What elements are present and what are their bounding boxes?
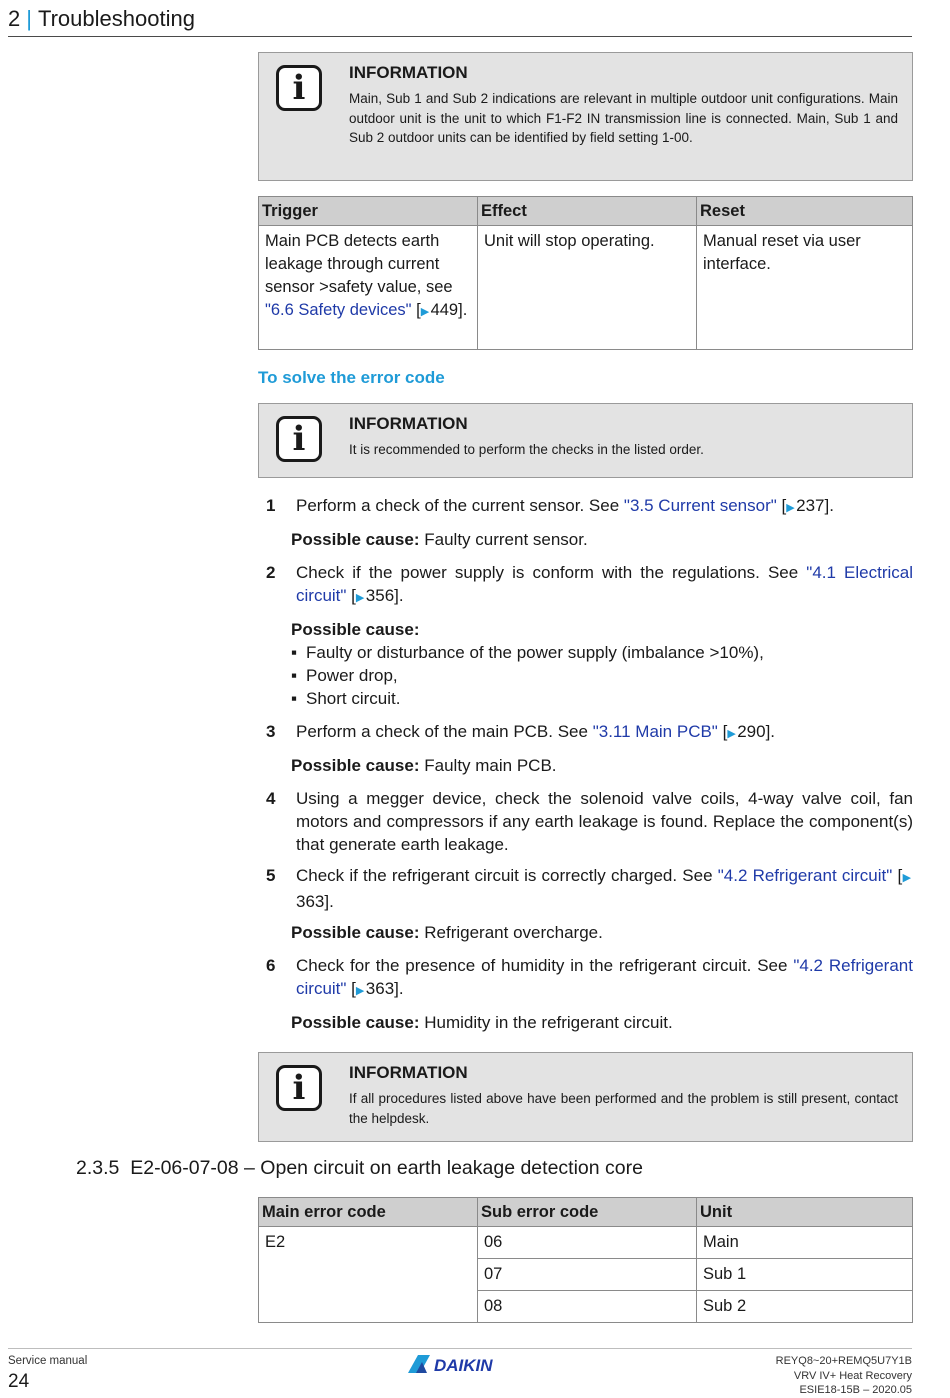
step-number: 4 xyxy=(266,789,276,808)
section-heading: E2-06-07-08 – Open circuit on earth leakage detection core xyxy=(130,1157,643,1179)
page-ref: 363]. xyxy=(296,892,334,911)
step-5: 5 Check if the refrigerant circuit is correctly charged. See "4.2 Refrigerant circuit" [▶ 363]. xyxy=(266,866,912,911)
cause-text: Humidity in the refrigerant circuit. xyxy=(424,1013,673,1032)
header-separator: | xyxy=(26,6,32,31)
refrigerant-circuit-link[interactable]: "4.2 Refrigerant circuit" xyxy=(717,866,893,885)
safety-devices-link[interactable]: "6.6 Safety devices" xyxy=(265,301,412,319)
table-row xyxy=(259,1227,913,1259)
page-header xyxy=(8,4,912,37)
possible-cause-1 xyxy=(258,528,913,551)
information-icon: i xyxy=(276,1065,322,1111)
step-6: 6 Check for the presence of humidity in the refrigerant circuit. See "4.2 Refrigerant circuit" [▶ 363]. xyxy=(266,956,913,998)
reset-cell: Manual reset via user interface. xyxy=(697,226,913,350)
information-text: It is recommended to perform the checks in the listed order. xyxy=(349,442,704,457)
table-row xyxy=(259,226,913,350)
brand-name: DAIKIN xyxy=(434,1356,493,1375)
section-title xyxy=(76,1157,643,1180)
chapter-title: Troubleshooting xyxy=(37,6,195,31)
cause-label: Possible cause: xyxy=(291,1013,420,1032)
solve-heading: To solve the error code xyxy=(258,368,445,387)
step-2: 2 Check if the power supply is conform with the regulations. See "4.1 Electrical circuit" [▶ 356]. xyxy=(266,563,913,605)
model-codes: REYQ8~20+REMQ5U7Y1B xyxy=(775,1355,912,1367)
sub-code-cell: 07 xyxy=(478,1259,697,1291)
list-item: ▪ Short circuit. xyxy=(291,689,401,708)
page-arrow-icon: ▶ xyxy=(355,985,365,997)
cause-label: Possible cause: xyxy=(291,756,420,775)
header-main-error-code: Main error code xyxy=(259,1198,478,1227)
step-number: 3 xyxy=(266,722,276,741)
header-trigger: Trigger xyxy=(259,197,478,226)
trigger-table xyxy=(258,196,913,350)
cause-label: Possible cause: xyxy=(291,530,420,549)
possible-cause-3 xyxy=(258,754,913,777)
step-3: 3 Perform a check of the main PCB. See "3.11 Main PCB" [▶ 290]. xyxy=(266,722,776,741)
information-box-3 xyxy=(258,1052,913,1142)
page-arrow-icon: ▶ xyxy=(355,592,365,604)
page-footer xyxy=(8,1348,912,1395)
trigger-cell: Main PCB detects earth leakage through current sensor >safety value, see "6.6 Safety devices" [▶ 449]. xyxy=(259,226,478,350)
page-arrow-icon: ▶ xyxy=(786,502,795,514)
document-type: Service manual xyxy=(8,1355,88,1367)
document-info xyxy=(776,1354,912,1398)
cause-label: Possible cause: xyxy=(291,620,420,639)
information-title: INFORMATION xyxy=(349,1063,468,1082)
unit-cell: Sub 2 xyxy=(697,1291,913,1323)
possible-cause-6 xyxy=(258,1011,913,1034)
page-arrow-icon: ▶ xyxy=(420,306,430,318)
electrical-circuit-link[interactable]: "4.1 Electrical circuit" xyxy=(296,563,913,605)
page-arrow-icon: ▶ xyxy=(902,872,912,884)
header-unit: Unit xyxy=(697,1198,913,1227)
information-box-2 xyxy=(258,403,913,478)
possible-cause-2 xyxy=(258,618,913,641)
step-text: Using a megger device, check the solenoid valve coils, 4-way valve coil, fan motors and compressors if any earth leakage is found. Replace the component(s) that generate earth leakage. xyxy=(296,789,913,854)
current-sensor-link[interactable]: "3.5 Current sensor" xyxy=(623,496,777,515)
page-ref: 449]. xyxy=(430,301,468,319)
section-number: 2.3.5 xyxy=(76,1157,120,1179)
step-number: 6 xyxy=(266,956,276,975)
document-id: ESIE18-15B – 2020.05 xyxy=(799,1384,912,1396)
step-text: Check if the power supply is conform with the regulations. See xyxy=(296,563,799,582)
daikin-logo xyxy=(408,1353,512,1375)
bullet-icon: ▪ xyxy=(291,643,298,662)
header-sub-error-code: Sub error code xyxy=(478,1198,697,1227)
page-number: 24 xyxy=(8,1371,30,1392)
information-box-1 xyxy=(258,52,913,181)
page-ref: 356]. xyxy=(365,586,404,605)
trigger-text: Main PCB detects earth leakage through current sensor >safety value, see xyxy=(265,232,453,296)
information-text: If all procedures listed above have been performed and the problem is still present, contact the helpdesk. xyxy=(349,1091,898,1126)
list-item: ▪ Faulty or disturbance of the power supply (imbalance >10%), xyxy=(291,643,764,662)
chapter-number: 2 xyxy=(8,6,21,31)
step-text: Perform a check of the current sensor. See xyxy=(296,496,620,515)
main-code-cell: E2 xyxy=(259,1227,478,1323)
step-text: Check for the presence of humidity in the refrigerant circuit. See xyxy=(296,956,788,975)
page-arrow-icon: ▶ xyxy=(727,728,736,740)
information-text: Main, Sub 1 and Sub 2 indications are relevant in multiple outdoor unit configurations. Main outdoor unit is the unit to which F1-F2 IN transmission line is connected. Main, Sub 1 and Sub 2 outdoor units can be identified by field setting 1-00. xyxy=(349,91,898,145)
bullet-icon: ▪ xyxy=(291,689,298,708)
sub-code-cell: 06 xyxy=(478,1227,697,1259)
header-reset: Reset xyxy=(697,197,913,226)
sub-code-cell: 08 xyxy=(478,1291,697,1323)
page-ref: 363]. xyxy=(365,979,404,998)
possible-cause-5 xyxy=(258,921,913,944)
main-content xyxy=(258,52,913,1142)
table-header-row xyxy=(259,197,913,226)
cause-text: Refrigerant overcharge. xyxy=(424,923,603,942)
step-number: 5 xyxy=(266,866,276,885)
page-ref: 290]. xyxy=(737,722,776,741)
information-icon: i xyxy=(276,65,322,111)
table-header-row xyxy=(259,1198,913,1227)
information-title: INFORMATION xyxy=(349,414,468,433)
refrigerant-circuit-link[interactable]: "4.2 Refrigerant circuit" xyxy=(296,956,913,998)
unit-cell: Main xyxy=(697,1227,913,1259)
unit-cell: Sub 1 xyxy=(697,1259,913,1291)
step-4 xyxy=(258,787,913,856)
step-1: 1 Perform a check of the current sensor. See "3.5 Current sensor" [▶ 237]. xyxy=(266,496,834,515)
list-item: ▪ Power drop, xyxy=(291,666,398,685)
step-text: Check if the refrigerant circuit is correctly charged. See xyxy=(296,866,713,885)
step-number: 1 xyxy=(266,496,276,515)
main-pcb-link[interactable]: "3.11 Main PCB" xyxy=(592,722,718,741)
error-code-table xyxy=(258,1197,913,1323)
cause-label: Possible cause: xyxy=(291,923,420,942)
cause-text: Faulty main PCB. xyxy=(424,756,557,775)
information-icon: i xyxy=(276,416,322,462)
product-series: VRV IV+ Heat Recovery xyxy=(793,1369,912,1382)
information-title: INFORMATION xyxy=(349,63,468,82)
step-number: 2 xyxy=(266,563,276,582)
page-ref: 237]. xyxy=(796,496,834,515)
bullet-icon: ▪ xyxy=(291,666,298,685)
cause-text: Faulty current sensor. xyxy=(424,530,588,549)
step-text: Perform a check of the main PCB. See xyxy=(296,722,588,741)
header-effect: Effect xyxy=(478,197,697,226)
effect-cell: Unit will stop operating. xyxy=(478,226,697,350)
